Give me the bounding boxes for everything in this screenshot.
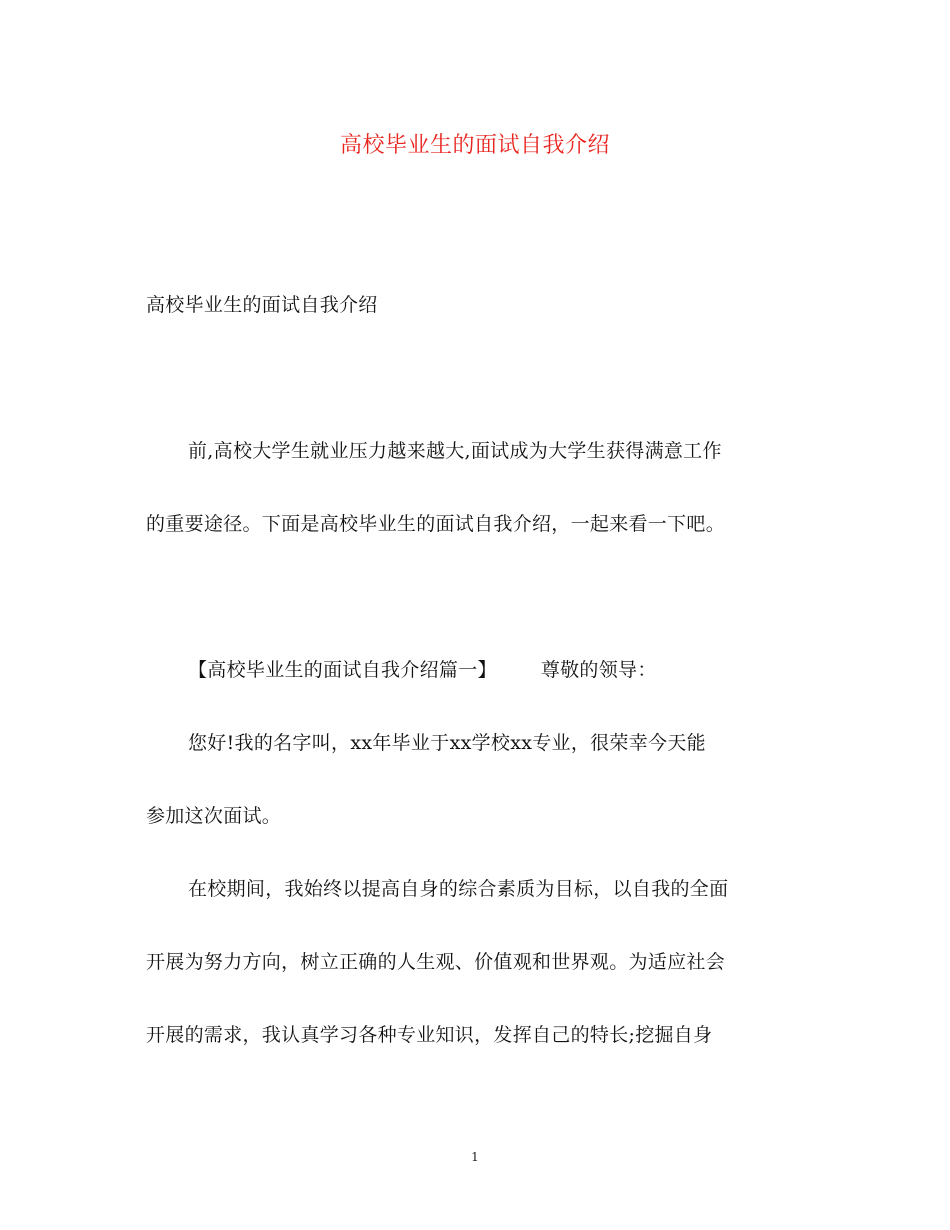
paragraph-line: 的重要途径。下面是高校毕业生的面试自我介绍，一起来看一下吧。: [146, 513, 726, 535]
paragraph-line: 开展的需求，我认真学习各种专业知识，发挥自己的特长;挖掘自身: [146, 1024, 713, 1046]
salutation: 尊敬的领导：: [540, 659, 657, 681]
section-heading-line: [188, 656, 848, 684]
document-subtitle: 高校毕业生的面试自我介绍: [146, 294, 378, 316]
section-heading: 【高校毕业生的面试自我介绍篇一】: [188, 659, 497, 681]
paragraph-line: 您好!我的名字叫，xx年毕业于xx学校xx专业，很荣幸今天能: [188, 732, 706, 754]
paragraph-line: 前,高校大学生就业压力越来越大,面试成为大学生获得满意工作: [188, 440, 722, 462]
paragraph-line: 开展为努力方向，树立正确的人生观、价值观和世界观。为适应社会: [146, 951, 726, 973]
document-title: 高校毕业生的面试自我介绍: [339, 133, 610, 158]
page-number: 1: [471, 1150, 479, 1164]
paragraph-line: 在校期间，我始终以提高自身的综合素质为目标，以自我的全面: [188, 878, 729, 900]
paragraph-line: 参加这次面试。: [146, 805, 282, 827]
